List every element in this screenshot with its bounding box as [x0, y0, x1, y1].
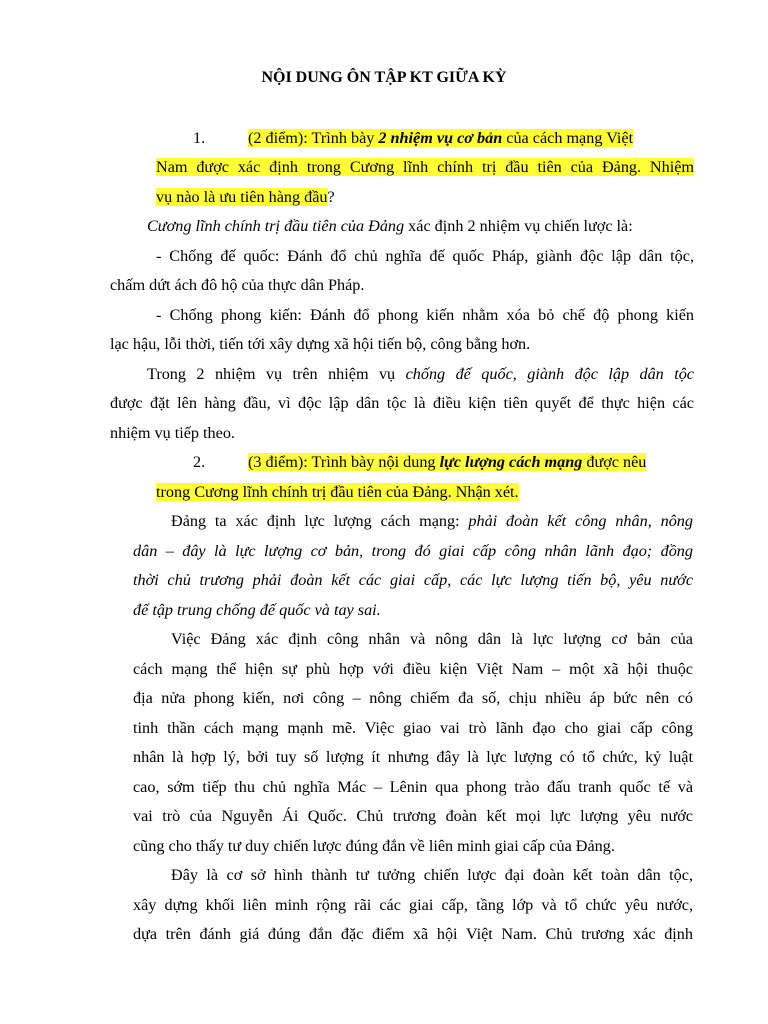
q2-number: 2.: [193, 453, 206, 471]
a2-p3-line1: Đây là cơ sở hình thành tư tưởng chiến lược đại đoàn kết toàn dân tộc,: [171, 866, 693, 884]
q1-rest: của cách mạng Việt: [502, 129, 634, 147]
a2-p1-line1: Đảng ta xác định lực lượng cách mạng: phải đoàn kết công nhân, nông: [171, 512, 693, 530]
a1-conclusion-line2: được đặt lên hàng đầu, vì độc lập dân tộc là điều kiện tiên quyết để thực hiện các: [110, 394, 694, 412]
a1-item2-line2: lạc hậu, lỗi thời, tiến tới xây dựng xã hội tiến bộ, công bằng hơn.: [110, 335, 531, 353]
q2-line-1: (3 điểm): Trình bày nội dung lực lượng cách mạng được nêu: [248, 453, 647, 471]
a2-p2-line8: cũng cho thấy tư duy chiến lược đúng đắn về liên minh giai cấp của Đảng.: [133, 837, 615, 855]
page-title: NỘI DUNG ÔN TẬP KT GIỮA KỲ: [261, 69, 507, 86]
a2-p2-line4: tinh thần cách mạng mạnh mẽ. Việc giao vai trò lãnh đạo cho giai cấp công: [133, 719, 693, 737]
a2-p1-line3: thời chủ trương phải đoàn kết các giai cấp, các lực lượng tiến bộ, yêu nước: [133, 571, 693, 589]
a2-p2-line2: cách mạng thể hiện sự phù hợp với điều kiện Việt Nam – một xã hội thuộc: [133, 660, 693, 678]
a1-item1-line1: - Chống đế quốc: Đánh đổ chủ nghĩa đế quốc Pháp, giành độc lập dân tộc,: [156, 247, 694, 265]
a2-p2-line3: địa nửa phong kiến, nơi công – nông chiếm đa số, chịu nhiều áp bức nên có: [133, 689, 693, 707]
a2-p3-line3: dựa trên đánh giá đúng đắn đặc điểm xã hội Việt Nam. Chủ trương xác định: [133, 925, 693, 943]
a1-item2-line1: - Chống phong kiến: Đánh đổ phong kiến nhằm xóa bỏ chế độ phong kiến: [156, 306, 694, 324]
a1-item1-line2: chấm dứt ách đô hộ của thực dân Pháp.: [110, 276, 365, 294]
q1-points: (2 điểm): Trình bày: [248, 129, 379, 147]
a1-conclusion-line1: Trong 2 nhiệm vụ trên nhiệm vụ chống đế quốc, giành độc lập dân tộc: [147, 365, 694, 383]
q1-bold-text: 2 nhiệm vụ cơ bản: [378, 129, 503, 147]
a2-p3-line2: xây dựng khối liên minh rộng rãi các giai cấp, tầng lớp và tổ chức yêu nước,: [133, 896, 693, 914]
a2-p2-line1: Việc Đảng xác định công nhân và nông dân là lực lượng cơ bản của: [171, 630, 693, 648]
q2-line-2: trong Cương lĩnh chính trị đầu tiên của Đảng. Nhận xét.: [156, 483, 519, 501]
a1-intro: Cương lĩnh chính trị đầu tiên của Đảng xác định 2 nhiệm vụ chiến lược là:: [147, 217, 633, 235]
a2-p2-line7: vai trò của Nguyễn Ái Quốc. Chủ trương đoàn kết mọi lực lượng yêu nước: [133, 807, 693, 825]
q1-line-2: Nam được xác định trong Cương lĩnh chính trị đầu tiên của Đảng. Nhiệm: [156, 158, 694, 176]
a2-p2-line5: nhân là hợp lý, bởi tuy số lượng ít nhưng đây là lực lượng có tổ chức, kỷ luật: [133, 748, 693, 766]
a2-p1-line2: dân – đây là lực lượng cơ bản, trong đó giai cấp công nhân lãnh đạo; đồng: [133, 542, 693, 560]
a2-p1-line4: để tập trung chống đế quốc và tay sai.: [133, 601, 381, 619]
q1-number: 1.: [193, 129, 206, 147]
q1-line-3: vụ nào là ưu tiên hàng đầu?: [156, 188, 335, 206]
q2-bold-text: lực lượng cách mạng: [439, 453, 583, 471]
a2-p2-line6: cao, sớm tiếp thu chủ nghĩa Mác – Lênin qua phong trào đấu tranh quốc tế và: [133, 778, 693, 796]
q1-line-1: [248, 128, 633, 148]
a1-conclusion-line3: nhiệm vụ tiếp theo.: [110, 424, 235, 442]
